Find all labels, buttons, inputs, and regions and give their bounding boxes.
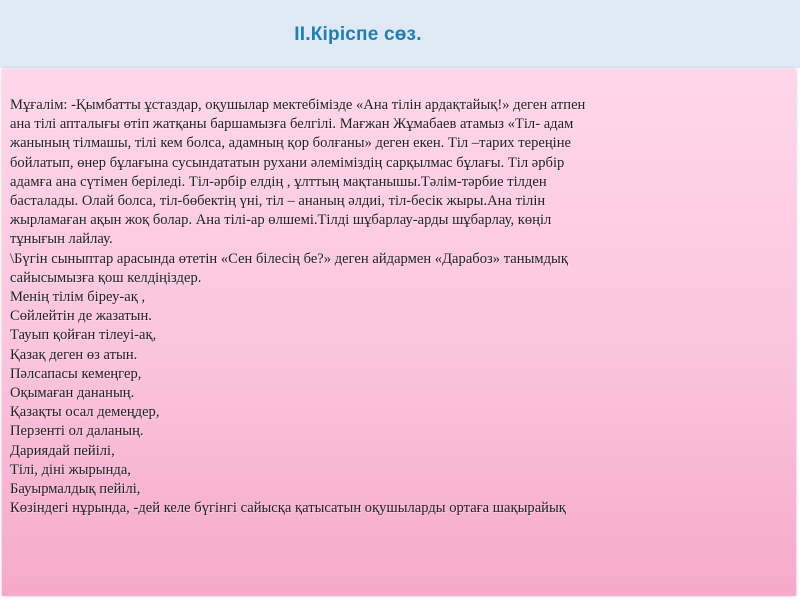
- text-line: тұнығын лайлау.: [10, 231, 113, 248]
- poem-line: Тауып қойған тілеуі-ақ,: [10, 327, 157, 344]
- text-line: сайысымызға қош келдіңіздер.: [10, 269, 202, 286]
- poem-line: Пәлсапасы кемеңгер,: [10, 365, 142, 382]
- poem-line: Тілі, діні жырында,: [10, 461, 131, 478]
- text-line: басталады. Олай болса, тіл-бөбектің үні, тіл – ананың әлдиі, тіл-бесік жыры.Ана тілін: [10, 193, 546, 210]
- poem-line: Қазақ деген өз атын.: [10, 346, 138, 363]
- text-line: бойлатып, өнер бұлағына сусындататын рухани әлеміміздің сарқылмас бұлағы. Тіл әрбір: [10, 154, 565, 171]
- text-line: жырламаған ақын жоқ болар. Ана тілі-ар өлшемі.Тілді шұбарлау-арды шұбарлау, көңіл: [10, 212, 552, 229]
- poem-line: Менің тілім біреу-ақ ,: [10, 289, 146, 306]
- slide-header: [0, 0, 800, 68]
- poem-line: Сөйлейтін де жазатын.: [10, 308, 152, 325]
- text-line: жанының тілмашы, тілі кем болса, адамның қор болғаны» деген екен. Тіл –тарих тереңіне: [10, 135, 572, 152]
- slide-title: ІІ.Кіріспе сөз.: [294, 24, 422, 45]
- poem-line: Оқымаған дананың.: [10, 385, 135, 402]
- poem-line: Перзенті ол даланың.: [10, 423, 144, 440]
- text-line: адамға ана сүтімен беріледі. Тіл-әрбір елдің , ұлттың мақтанышы.Тәлім-тәрбие тілден: [10, 173, 547, 190]
- text-line: Мұғалім: -Қымбатты ұстаздар, оқушылар мектебімізде «Ана тілін ардақтайық!» деген атпен: [10, 97, 586, 113]
- poem-line: Бауырмалдық пейілі,: [10, 481, 141, 498]
- text-line: \Бүгін сыныптар арасында өтетін «Сен білесің бе?» деген айдармен «Дарабоз» танымдық: [10, 250, 568, 267]
- text-line: Көзіндегі нұрында, -дей келе бүгінгі сайысқа қатысатын оқушыларды ортаға шақырайық: [10, 500, 566, 517]
- poem-line: Қазақты осал демеңдер,: [10, 404, 160, 421]
- text-body: [10, 96, 790, 518]
- content-panel: [2, 69, 796, 596]
- poem-line: Дариядай пейілі,: [10, 442, 115, 459]
- text-line: ана тілі апталығы өтіп жатқаны баршамызға белгілі. Мағжан Жұмабаев атамыз «Тіл- адам: [10, 116, 574, 133]
